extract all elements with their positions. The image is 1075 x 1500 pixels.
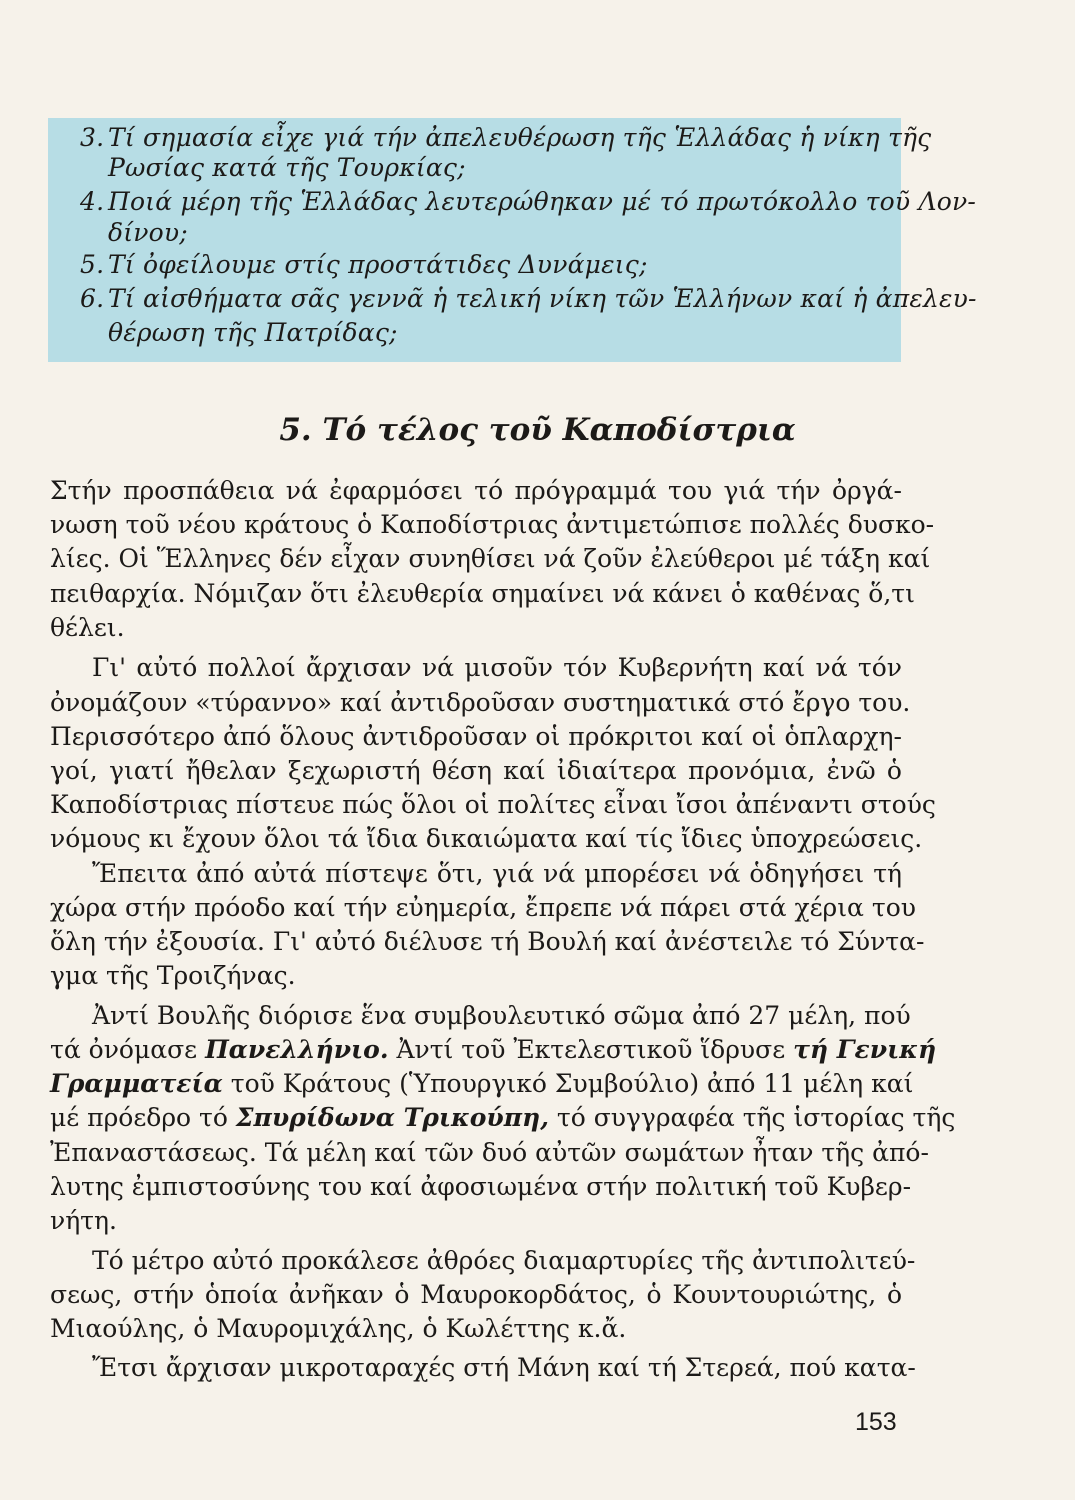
body-line: Μιαούλης, ὁ Μαυρομιχάλης, ὁ Κωλέττης κ.ἄ. — [50, 1314, 627, 1343]
body-line: σεως, στήν ὁποία ἀνῆκαν ὁ Μαυροκορδάτος, ὁ Κουντουριώτης, ὁ — [50, 1280, 902, 1309]
body-line: Στήν προσπάθεια νά ἐφαρμόσει τό πρόγραμμά του γιά τήν ὀργά- — [50, 476, 902, 505]
body-line: Ἔτσι ἄρχισαν μικροταραχές στή Μάνη καί τή Στερεά, πού κατα- — [92, 1353, 916, 1382]
body-line: νήτη. — [50, 1206, 117, 1235]
question-3-line-2: Ρωσίας κατά τῆς Τουρκίας; — [108, 153, 466, 182]
body-line: γμα τῆς Τροιζήνας. — [50, 961, 296, 990]
body-line: ὅλη τήν ἐξουσία. Γι' αὐτό διέλυσε τή Βουλή καί ἀνέστειλε τό Σύντα- — [50, 927, 925, 956]
emphasis-panellinio: Πανελλήνιο. — [205, 1035, 389, 1064]
body-line: χώρα στήν πρόοδο καί τήν εὐημερία, ἔπρεπε νά πάρει στά χέρια του — [50, 893, 916, 922]
body-line: γοί, γιατί ἤθελαν ξεχωριστή θέση καί ἰδιαίτερα προνόμια, ἐνῶ ὁ — [50, 756, 902, 785]
body-line: λυτης ἐμπιστοσύνης του καί ἀφοσιωμένα στήν πολιτική τοῦ Κυβερ- — [50, 1172, 912, 1201]
body-line: νωση τοῦ νέου κράτους ὁ Καποδίστριας ἀντιμετώπισε πολλές δυσκο- — [50, 510, 935, 539]
body-line: Γι' αὐτό πολλοί ἄρχισαν νά μισοῦν τόν Κυβερνήτη καί νά τόν — [92, 653, 902, 682]
question-3-line-1: 3. Τί σημασία εἶχε γιά τήν ἀπελευθέρωση τῆς Ἑλλάδας ἡ νίκη τῆς — [80, 123, 932, 152]
body-line: πειθαρχία. Νόμιζαν ὅτι ἐλευθερία σημαίνει νά κάνει ὁ καθένας ὅ,τι — [50, 579, 915, 608]
body-line: λίες. Οἱ Ἕλληνες δέν εἶχαν συνηθίσει νά ζοῦν ἐλεύθεροι μέ τάξη καί — [50, 544, 931, 573]
body-line: Περισσότερο ἀπό ὅλους ἀντιδροῦσαν οἱ πρόκριτοι καί οἱ ὁπλαρχη- — [50, 722, 902, 751]
question-5-line-1: 5. Τί ὀφείλουμε στίς προστάτιδες Δυνάμεις; — [80, 250, 648, 279]
emphasis-trikoupis: Σπυρίδωνα Τρικούπη, — [235, 1103, 549, 1132]
body-line: Καποδίστριας πίστευε πώς ὅλοι οἱ πολίτες εἶναι ἴσοι ἀπέναντι στούς — [50, 790, 936, 819]
section-title: 5. Τό τέλος τοῦ Καποδίστρια — [279, 412, 796, 448]
body-line: Ἐπαναστάσεως. Τά μέλη καί τῶν δυό αὐτῶν σωμάτων ἦταν τῆς ἀπό- — [50, 1138, 929, 1167]
page-number: 153 — [855, 1408, 897, 1436]
body-line: ὀνομάζουν «τύραννο» καί ἀντιδροῦσαν συστηματικά στό ἔργο του. — [50, 688, 911, 717]
question-6-line-2: θέρωση τῆς Πατρίδας; — [108, 318, 398, 347]
body-line: νόμους κι ἔχουν ὅλοι τά ἴδια δικαιώματα καί τίς ἴδιες ὑποχρεώσεις. — [50, 824, 923, 853]
emphasis-geniki: τή Γενική — [793, 1035, 937, 1064]
body-line: Γραμματεία τοῦ Κράτους (Ὑπουργικό Συμβούλιο) ἀπό 11 μέλη καί — [50, 1069, 914, 1098]
body-line: τά ὀνόμασε Πανελλήνιο. Ἀντί τοῦ Ἐκτελεστικοῦ ἵδρυσε τή Γενική — [50, 1035, 937, 1064]
emphasis-grammateia: Γραμματεία — [50, 1069, 223, 1098]
body-line: μέ πρόεδρο τό Σπυρίδωνα Τρικούπη, τό συγγραφέα τῆς ἱστορίας τῆς — [50, 1103, 956, 1132]
body-line: Τό μέτρο αὐτό προκάλεσε ἀθρόες διαμαρτυρίες τῆς ἀντιπολιτεύ- — [92, 1246, 916, 1275]
question-6-line-1: 6. Τί αἰσθήματα σᾶς γεννᾶ ἡ τελική νίκη τῶν Ἑλλήνων καί ἡ ἀπελευ- — [80, 284, 977, 313]
question-4-line-1: 4. Ποιά μέρη τῆς Ἑλλάδας λευτερώθηκαν μέ τό πρωτόκολλο τοῦ Λον- — [80, 187, 976, 216]
body-line: Ἔπειτα ἀπό αὐτά πίστεψε ὅτι, γιά νά μπορέσει νά ὁδηγήσει τή — [92, 859, 902, 888]
body-line: Ἀντί Βουλῆς διόρισε ἕνα συμβουλευτικό σῶμα ἀπό 27 μέλη, πού — [92, 1001, 911, 1030]
question-4-line-2: δίνου; — [108, 218, 188, 247]
body-line: θέλει. — [50, 613, 125, 642]
